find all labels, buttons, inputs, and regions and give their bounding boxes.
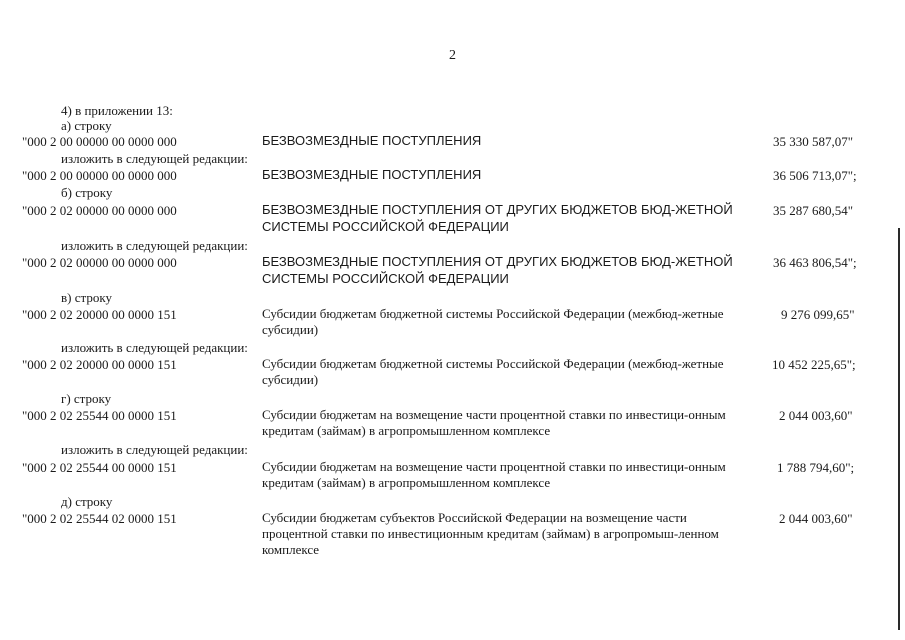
row-label-g: г) строку [61, 391, 112, 406]
edit-instruction: изложить в следующей редакции: [61, 442, 248, 457]
entry-name: Субсидии бюджетам на возмещение части процентной ставки по инвестици-онным кредитам (займам) в агропромышленном комплексе [262, 407, 726, 438]
row-label-a: а) строку [61, 118, 112, 133]
row-label-v: в) строку [61, 290, 112, 305]
entry-amount: 10 452 225,65"; [772, 357, 856, 372]
entry-name: Субсидии бюджетам субъектов Российской Федерации на возмещение части процентной ставки по инвестиционным кредитам (займам) в агропромыш-ленном комплексе [262, 510, 719, 557]
entry-amount: 36 506 713,07"; [773, 168, 857, 183]
page-number: 2 [449, 48, 456, 63]
entry-amount: 2 044 003,60" [779, 408, 853, 423]
entry-amount: 35 287 680,54" [773, 203, 854, 218]
row-label-d: д) строку [61, 494, 113, 509]
edit-instruction: изложить в следующей редакции: [61, 340, 248, 355]
intro-line: 4) в приложении 13: [61, 103, 173, 118]
entry-code: "000 2 02 20000 00 0000 151 [22, 357, 177, 372]
entry-code: "000 2 00 00000 00 0000 000 [22, 168, 177, 183]
edit-instruction: изложить в следующей редакции: [61, 151, 248, 166]
entry-code: "000 2 00 00000 00 0000 000 [22, 134, 177, 149]
entry-name: БЕЗВОЗМЕЗДНЫЕ ПОСТУПЛЕНИЯ ОТ ДРУГИХ БЮДЖЕТОВ БЮД-ЖЕТНОЙ СИСТЕМЫ РОССИЙСКОЙ ФЕДЕРАЦИИ [262, 202, 733, 234]
entry-code: "000 2 02 00000 00 0000 000 [22, 203, 177, 218]
row-label-b: б) строку [61, 185, 113, 200]
entry-code: "000 2 02 20000 00 0000 151 [22, 307, 177, 322]
entry-name: БЕЗВОЗМЕЗДНЫЕ ПОСТУПЛЕНИЯ ОТ ДРУГИХ БЮДЖЕТОВ БЮД-ЖЕТНОЙ СИСТЕМЫ РОССИЙСКОЙ ФЕДЕРАЦИИ [262, 254, 733, 286]
entry-amount: 1 788 794,60"; [777, 460, 855, 475]
entry-code: "000 2 02 25544 02 0000 151 [22, 511, 177, 526]
edit-instruction: изложить в следующей редакции: [61, 238, 248, 253]
entry-code: "000 2 02 25544 00 0000 151 [22, 408, 177, 423]
entry-amount: 36 463 806,54"; [773, 255, 857, 270]
entry-code: "000 2 02 00000 00 0000 000 [22, 255, 177, 270]
entry-name: БЕЗВОЗМЕЗДНЫЕ ПОСТУПЛЕНИЯ [262, 133, 482, 148]
entry-name: Субсидии бюджетам на возмещение части процентной ставки по инвестици-онным кредитам (займам) в агропромышленном комплексе [262, 459, 726, 490]
entry-amount: 9 276 099,65" [781, 307, 855, 322]
entry-name: БЕЗВОЗМЕЗДНЫЕ ПОСТУПЛЕНИЯ [262, 167, 482, 182]
entry-amount: 35 330 587,07" [773, 134, 854, 149]
entry-code: "000 2 02 25544 00 0000 151 [22, 460, 177, 475]
entry-amount: 2 044 003,60" [779, 511, 853, 526]
scan-edge-line [898, 228, 900, 630]
entry-name: Субсидии бюджетам бюджетной системы Российской Федерации (межбюд-жетные субсидии) [262, 306, 724, 337]
entry-name: Субсидии бюджетам бюджетной системы Российской Федерации (межбюд-жетные субсидии) [262, 356, 724, 387]
